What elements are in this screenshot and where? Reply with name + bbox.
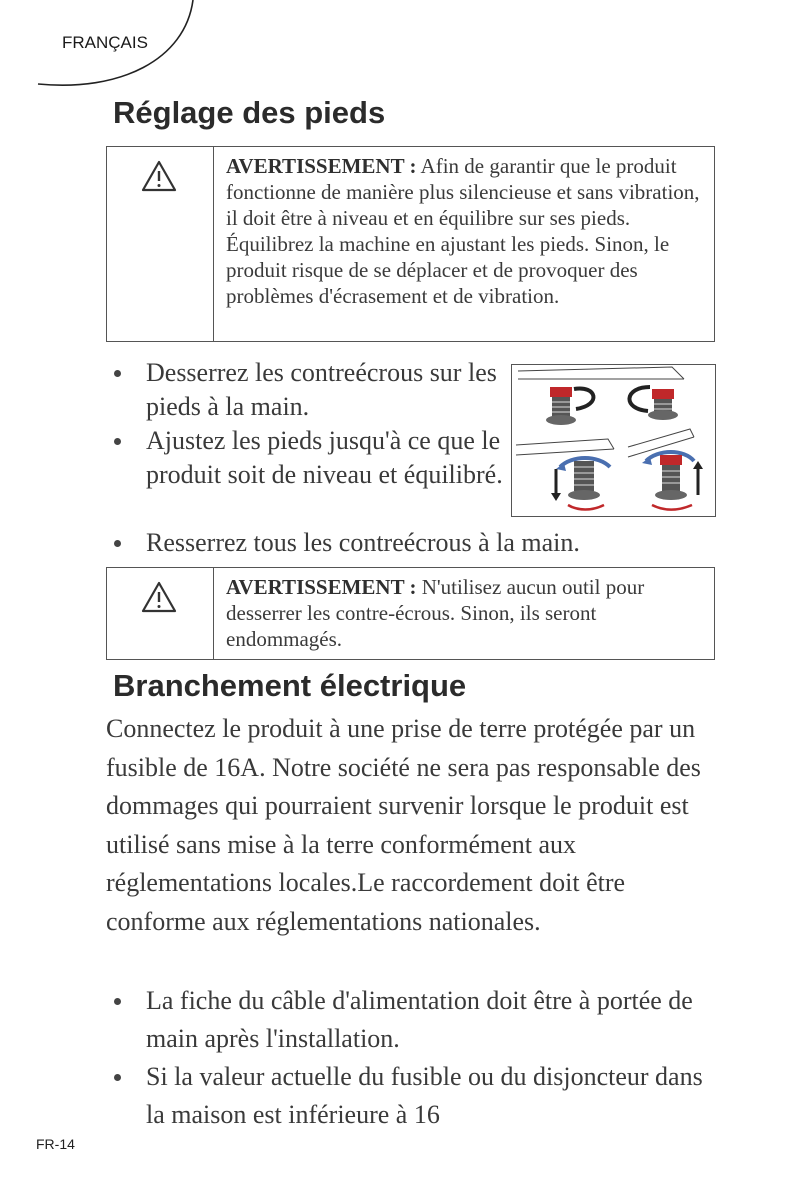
electrical-notes-list (106, 982, 706, 1134)
list-item: Ajustez les pieds jusqu'à ce que le produit soit de niveau et équilibré. (106, 424, 506, 492)
list-item: Si la valeur actuelle du fusible ou du disjoncteur dans la maison est inférieure à 16 (106, 1058, 706, 1134)
foot-loosen-right (629, 387, 678, 420)
foot-loosen-left (546, 387, 593, 425)
warning-body: Afin de garantir que le produit fonctionne de manière plus silencieuse et sans vibration, il doit être à niveau et en équilibre sur ses pieds. Équilibrez la machine en ajustant les pieds. Sinon, le produit risque de se déplacer et de provoquer des problèmes d'écrasement et de vibration. (226, 154, 700, 308)
warning-triangle-icon (140, 159, 178, 193)
warning-triangle-icon (140, 580, 178, 614)
foot-adjust-left (551, 458, 610, 510)
list-item: La fiche du câble d'alimentation doit être à portée de main après l'installation. (106, 982, 706, 1058)
warning-label: AVERTISSEMENT : (226, 575, 417, 599)
feet-steps-list (106, 356, 506, 492)
language-label: FRANÇAIS (62, 33, 148, 52)
warning-box-tools (106, 567, 715, 660)
warning-body: N'utilisez aucun outil pour desserrer les contre-écrous. Sinon, ils seront endommagés. (226, 575, 645, 651)
warning-text-leveling (214, 147, 714, 341)
warning-icon-cell (107, 568, 214, 659)
warning-icon-cell (107, 147, 214, 341)
electrical-paragraph: Connectez le produit à une prise de terre protégée par un fusible de 16A. Notre société ne sera pas responsable des dommages qui pourraient survenir lorsque le produit est utilisé sans mise à la terre conformément aux réglementations locales.Le raccordement doit être conforme aux réglementations nationales. (106, 714, 701, 936)
section-title-electrical-connection: Branchement électrique (113, 668, 467, 703)
feet-steps-list-continued (106, 526, 706, 560)
foot-adjust-right (642, 452, 703, 510)
list-item: Resserrez tous les contreécrous à la main. (106, 526, 706, 560)
warning-text-tools (214, 568, 714, 659)
adjustable-feet-illustration (511, 364, 716, 517)
section-title-feet-adjustment: Réglage des pieds (113, 95, 386, 130)
list-item: Desserrez les contreécrous sur les pieds à la main. (106, 356, 506, 424)
warning-box-leveling (106, 146, 715, 342)
warning-label: AVERTISSEMENT : (226, 154, 417, 178)
page-number: FR-14 (36, 1136, 75, 1152)
